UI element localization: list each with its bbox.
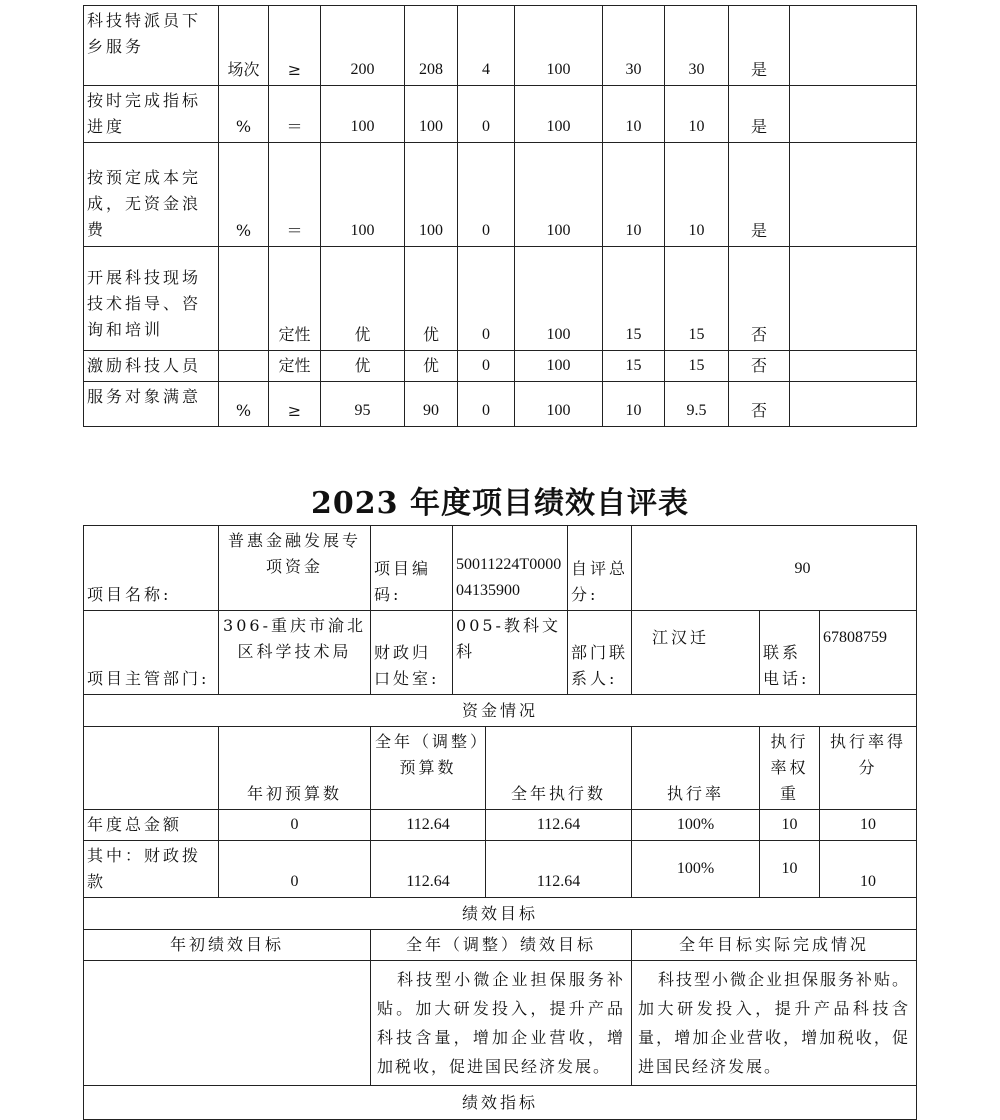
funds-executed: 112.64: [486, 810, 632, 841]
funds-header-adjusted: 全年（调整）预算数: [371, 727, 486, 810]
funds-header-weight: 执行率权重: [760, 727, 820, 810]
indicator-unit: %: [219, 143, 269, 247]
indicator-rate: 100: [515, 247, 603, 351]
page-title: 2023 年度项目绩效自评表: [311, 486, 689, 521]
indicator-score: 10: [665, 86, 729, 143]
funds-weight: 10: [760, 810, 820, 841]
funds-adjusted: 112.64: [371, 841, 486, 898]
indicator-unit: [219, 351, 269, 382]
indicator-note: [790, 143, 917, 247]
self-score: 90: [632, 526, 917, 611]
funds-score: 10: [820, 810, 917, 841]
indicator-deviation: 0: [458, 382, 515, 427]
table-row: [84, 86, 917, 143]
dept-label: 项目主管部门:: [84, 611, 219, 695]
indicator-unit: %: [219, 382, 269, 427]
project-name-label: 项目名称:: [84, 526, 219, 611]
indicator-target: 100: [321, 86, 405, 143]
phone: 67808759: [820, 611, 917, 695]
table-row: [84, 351, 917, 382]
funds-initial: 0: [219, 841, 371, 898]
indicator-name: 按预定成本完成，无资金浪费: [84, 143, 219, 247]
indicator-score: 10: [665, 143, 729, 247]
indicator-rate: 100: [515, 143, 603, 247]
funds-initial: 0: [219, 810, 371, 841]
indicator-unit: [219, 247, 269, 351]
indicator-name: 开展科技现场技术指导、咨询和培训: [84, 247, 219, 351]
indicator-name: 按时完成指标进度: [84, 86, 219, 143]
indicator-core: 否: [729, 382, 790, 427]
goals-actual: 科技型小微企业担保服务补贴。加大研发投入，提升产品科技含量，增加企业营收，增加税收，促进国民经济发展。: [632, 961, 917, 1086]
indicator-core: 是: [729, 86, 790, 143]
indicator-weight: 30: [603, 6, 665, 86]
funds-rate: 100%: [632, 841, 760, 898]
indicator-core: 否: [729, 351, 790, 382]
indicator-deviation: 0: [458, 247, 515, 351]
dept: 306-重庆市渝北区科学技术局: [219, 611, 371, 695]
table-row: [84, 961, 917, 1086]
indicator-weight: 15: [603, 351, 665, 382]
indicator-target: 优: [321, 351, 405, 382]
self-evaluation-table: [83, 525, 917, 1120]
indicator-actual: 100: [405, 86, 458, 143]
goals-section-header: 绩效目标: [84, 898, 917, 930]
table-row: [84, 526, 917, 611]
goals-adjusted-header: 全年（调整）绩效目标: [371, 930, 632, 961]
indicator-table: [83, 5, 917, 427]
funds-header-executed: 全年执行数: [486, 727, 632, 810]
indicator-core: 否: [729, 247, 790, 351]
indicator-op: ＝: [269, 86, 321, 143]
indicator-weight: 10: [603, 382, 665, 427]
indicator-note: [790, 86, 917, 143]
indicator-op: ≥: [269, 6, 321, 86]
phone-label: 联系电话:: [760, 611, 820, 695]
indicator-note: [790, 6, 917, 86]
table-row: [84, 143, 917, 247]
indicator-actual: 优: [405, 247, 458, 351]
table-row: [84, 1086, 917, 1120]
funds-section-header: 资金情况: [84, 695, 917, 727]
indicator-name: 激励科技人员: [84, 351, 219, 382]
funds-weight: 10: [760, 841, 820, 898]
table-row: [84, 611, 917, 695]
indicator-op: ≥: [269, 382, 321, 427]
table-row: [84, 930, 917, 961]
table-row: [84, 810, 917, 841]
funds-rate: 100%: [632, 810, 760, 841]
indicator-name: 科技特派员下乡服务: [84, 6, 219, 86]
table-row: [84, 382, 917, 427]
goals-initial-header: 年初绩效目标: [84, 930, 371, 961]
goals-actual-header: 全年目标实际完成情况: [632, 930, 917, 961]
indicator-note: [790, 382, 917, 427]
indicator-op: 定性: [269, 351, 321, 382]
funds-header-rate: 执行率: [632, 727, 760, 810]
table-row: [84, 695, 917, 727]
indicator-score: 9.5: [665, 382, 729, 427]
goals-initial: [84, 961, 371, 1086]
indicator-rate: 100: [515, 86, 603, 143]
contact: 江汉迁: [632, 611, 760, 695]
indicator-core: 是: [729, 143, 790, 247]
funds-header-initial: 年初预算数: [219, 727, 371, 810]
project-code: 50011224T000004135900: [453, 526, 568, 611]
funds-header-score: 执行率得分: [820, 727, 917, 810]
indicator-op: 定性: [269, 247, 321, 351]
indicator-rate: 100: [515, 382, 603, 427]
indicator-deviation: 0: [458, 351, 515, 382]
indicator-target: 优: [321, 247, 405, 351]
goals-adjusted: 科技型小微企业担保服务补贴。加大研发投入，提升产品科技含量，增加企业营收，增加税收，促进国民经济发展。: [371, 961, 632, 1086]
indicator-weight: 10: [603, 143, 665, 247]
funds-row-label: 其中：财政拨款: [84, 841, 219, 898]
indicator-note: [790, 247, 917, 351]
table-row: [84, 841, 917, 898]
indicator-score: 30: [665, 6, 729, 86]
indicator-deviation: 0: [458, 86, 515, 143]
funds-row-label: 年度总金额: [84, 810, 219, 841]
project-name: 普惠金融发展专项资金: [219, 526, 371, 611]
funds-header-empty: [84, 727, 219, 810]
indicator-actual: 90: [405, 382, 458, 427]
table-row: [84, 6, 917, 86]
indicator-rate: 100: [515, 351, 603, 382]
indicator-name: 服务对象满意: [84, 382, 219, 427]
indicator-core: 是: [729, 6, 790, 86]
indicator-target: 100: [321, 143, 405, 247]
indicator-op: ＝: [269, 143, 321, 247]
indicator-unit: %: [219, 86, 269, 143]
indicator-target: 95: [321, 382, 405, 427]
table-row: [84, 898, 917, 930]
table-row: [84, 727, 917, 810]
indicator-weight: 10: [603, 86, 665, 143]
funds-adjusted: 112.64: [371, 810, 486, 841]
self-score-label: 自评总分:: [568, 526, 632, 611]
indicator-weight: 15: [603, 247, 665, 351]
indicator-deviation: 0: [458, 143, 515, 247]
contact-label: 部门联系人:: [568, 611, 632, 695]
indicator-unit: 场次: [219, 6, 269, 86]
indicator-deviation: 4: [458, 6, 515, 86]
indicator-note: [790, 351, 917, 382]
indicator-actual: 优: [405, 351, 458, 382]
indicator-actual: 208: [405, 6, 458, 86]
table-row: [84, 247, 917, 351]
finance-office-label: 财政归口处室:: [371, 611, 453, 695]
indicator-actual: 100: [405, 143, 458, 247]
indicators-section-header: 绩效指标: [84, 1086, 917, 1120]
indicator-target: 200: [321, 6, 405, 86]
indicator-rate: 100: [515, 6, 603, 86]
finance-office: 005-教科文科: [453, 611, 568, 695]
indicator-score: 15: [665, 247, 729, 351]
funds-executed: 112.64: [486, 841, 632, 898]
funds-score: 10: [820, 841, 917, 898]
indicator-score: 15: [665, 351, 729, 382]
project-code-label: 项目编码:: [371, 526, 453, 611]
